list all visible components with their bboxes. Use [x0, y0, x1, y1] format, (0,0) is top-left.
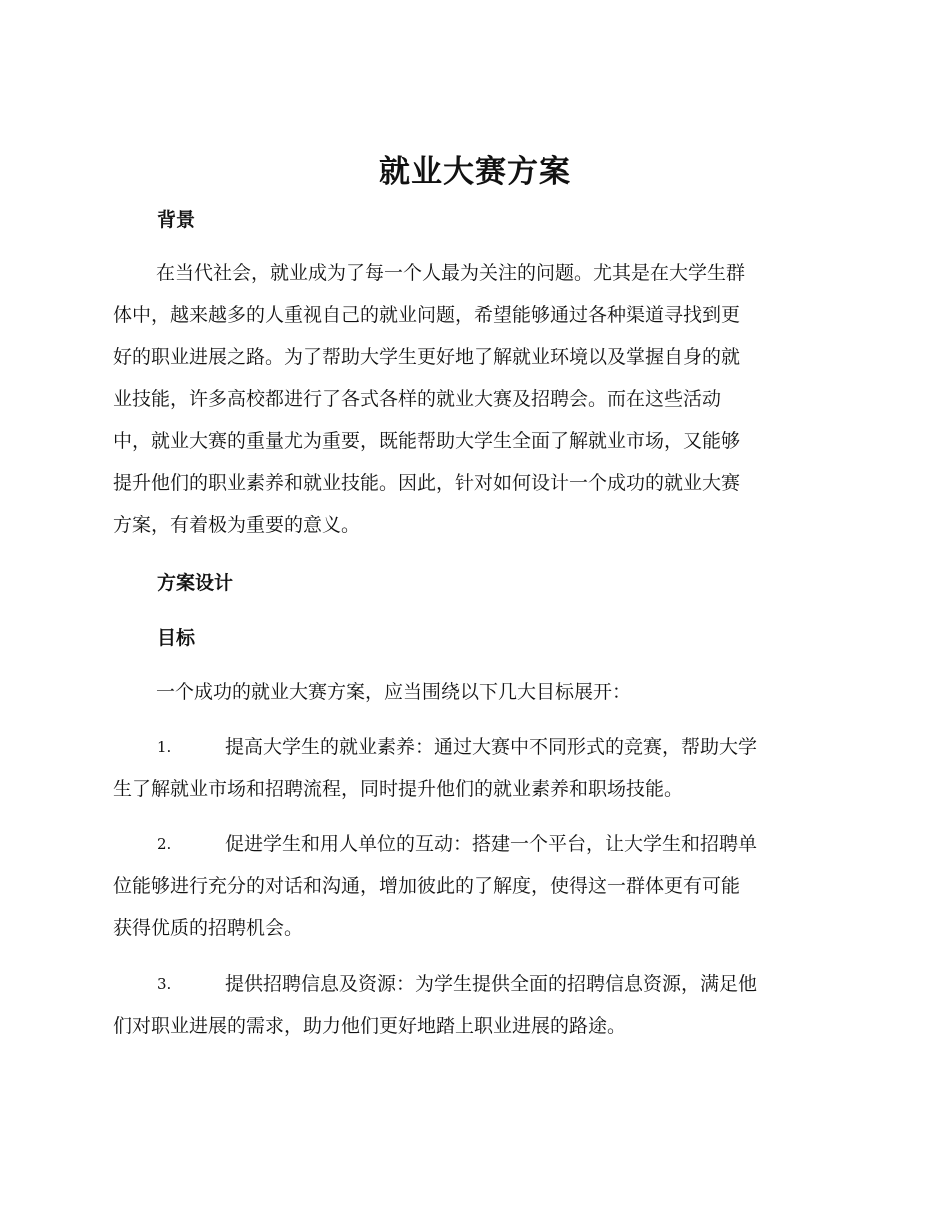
list-item-3-line-2: 们对职业进展的需求，助力他们更好地踏上职业进展的路途。: [113, 1015, 627, 1037]
document-title: 就业大赛方案: [379, 154, 571, 190]
list-item-3-line-1: 提供招聘信息及资源：为学生提供全面的招聘信息资源，满足他: [225, 973, 758, 995]
background-line-4: 业技能，许多高校都进行了各式各样的就业大赛及招聘会。而在这些活动: [113, 388, 722, 410]
section-heading-background: 背景: [157, 209, 196, 231]
list-item-1-line-1: 提高大学生的就业素养：通过大赛中不同形式的竞赛，帮助大学: [225, 736, 758, 758]
section-heading-design: 方案设计: [157, 572, 234, 594]
goals-intro: 一个成功的就业大赛方案，应当围绕以下几大目标展开：: [156, 681, 632, 703]
list-item-number: 2.: [157, 835, 172, 853]
list-item-2-line-2: 位能够进行充分的对话和沟通，增加彼此的了解度，使得这一群体更有可能: [113, 875, 741, 897]
list-item-2-line-3: 获得优质的招聘机会。: [113, 917, 304, 939]
background-line-1: 在当代社会，就业成为了每一个人最为关注的问题。尤其是在大学生群: [156, 262, 746, 284]
background-line-3: 好的职业进展之路。为了帮助大学生更好地了解就业环境以及掌握自身的就: [113, 346, 741, 368]
background-line-6: 提升他们的职业素养和就业技能。因此，针对如何设计一个成功的就业大赛: [113, 472, 741, 494]
list-item-2-line-1: 促进学生和用人单位的互动：搭建一个平台，让大学生和招聘单: [225, 833, 758, 855]
list-item-number: 1.: [157, 738, 172, 756]
background-line-5: 中，就业大赛的重量尤为重要，既能帮助大学生全面了解就业市场，又能够: [113, 430, 741, 452]
background-line-2: 体中，越来越多的人重视自己的就业问题，希望能够通过各种渠道寻找到更: [113, 304, 741, 326]
section-heading-goals: 目标: [157, 627, 196, 649]
list-item-number: 3.: [157, 975, 172, 993]
background-line-7: 方案，有着极为重要的意义。: [113, 514, 361, 536]
list-item-1-line-2: 生了解就业市场和招聘流程，同时提升他们的就业素养和职场技能。: [113, 778, 684, 800]
